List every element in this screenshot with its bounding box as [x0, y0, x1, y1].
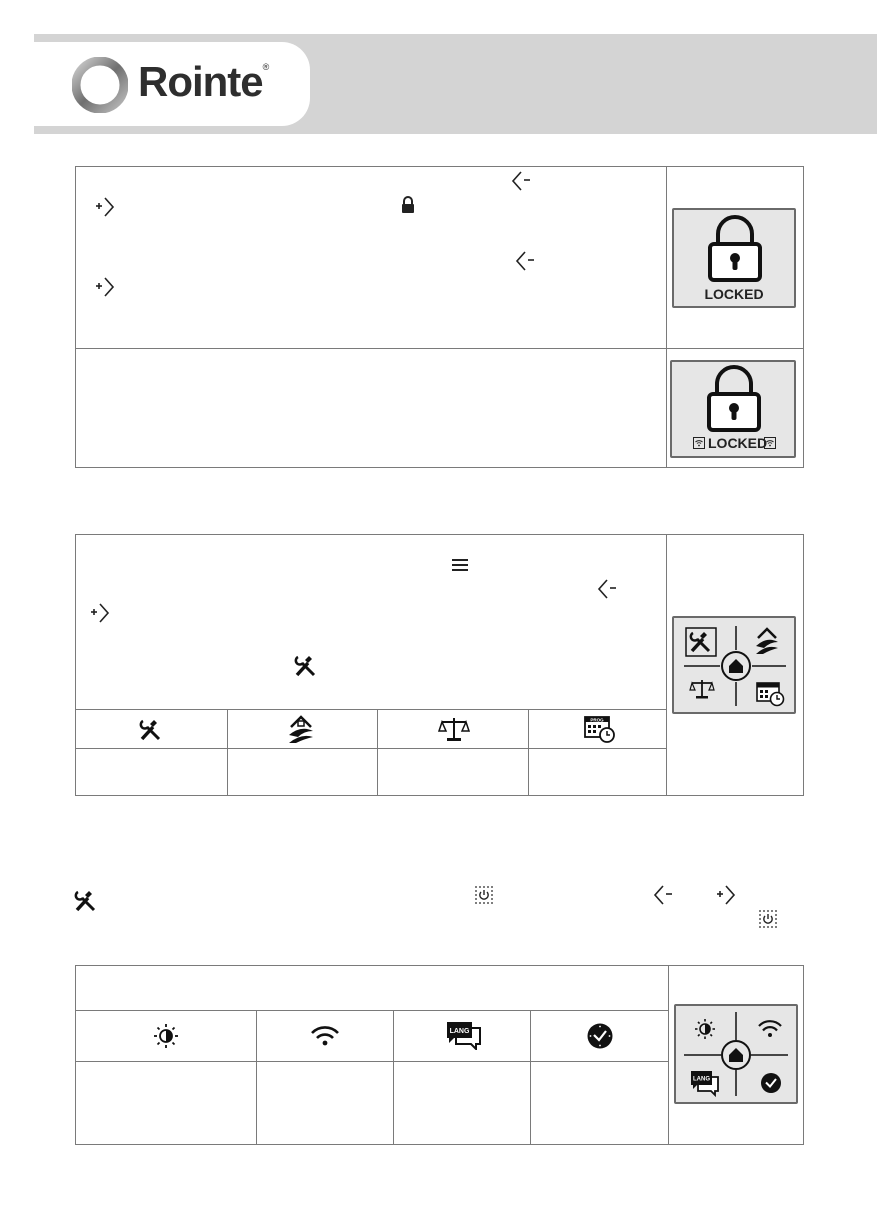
menu-col-divider [528, 709, 529, 796]
lock-table-divider [666, 166, 667, 468]
power-button-icon [473, 884, 495, 911]
balance-icon [438, 716, 470, 742]
settings-col-divider [393, 1010, 394, 1145]
settings-screen-drawing [676, 1006, 796, 1102]
hamburger-menu-icon [452, 558, 468, 576]
padlock-icon [400, 196, 416, 219]
plus-arrow-icon [93, 196, 117, 223]
tools-icon [294, 655, 318, 682]
minus-arrow-icon [596, 578, 620, 605]
large-padlock-icon [703, 364, 765, 437]
brightness-icon [153, 1023, 179, 1049]
locked-label: LOCKED [708, 435, 768, 451]
menu-table-row-divider [75, 709, 666, 710]
large-padlock-icon [704, 214, 766, 287]
locked-label: LOCKED [704, 286, 764, 302]
menu-col-divider [377, 709, 378, 796]
lock-table-row-divider [75, 348, 804, 349]
eco-house-icon [286, 713, 316, 745]
prog-label: PROG [590, 717, 604, 723]
tools-icon [74, 890, 98, 917]
wifi-box-icon [764, 436, 776, 454]
menu-col-divider [227, 709, 228, 796]
locked-screen [672, 208, 796, 308]
settings-table-row-divider [75, 1010, 668, 1011]
brand-name: Rointe [138, 58, 263, 105]
language-icon [446, 1020, 482, 1050]
power-button-icon [757, 908, 779, 935]
program-calendar-icon [584, 714, 616, 749]
plus-arrow-icon [88, 602, 112, 629]
menu-table-divider [666, 534, 667, 796]
wifi-icon [310, 1025, 340, 1047]
plus-arrow-icon [93, 276, 117, 303]
menu-table-row-divider [75, 748, 666, 749]
minus-arrow-icon [652, 884, 676, 911]
minus-arrow-icon [514, 250, 538, 277]
lang-label: LANG [693, 1076, 710, 1083]
tools-icon [137, 718, 165, 742]
menu-screen-drawing [674, 618, 794, 712]
minus-arrow-icon [510, 170, 534, 197]
settings-table-divider [668, 965, 669, 1145]
clock-icon [586, 1022, 614, 1050]
settings-col-divider [256, 1010, 257, 1145]
menu-screen [672, 616, 796, 714]
settings-col-divider [530, 1010, 531, 1145]
brand-reg: ® [262, 62, 269, 72]
settings-table-row-divider [75, 1061, 668, 1062]
lang-label: LANG [449, 1028, 470, 1035]
logo-mark-icon [72, 57, 128, 113]
settings-screen [674, 1004, 798, 1104]
brand-logo [138, 58, 268, 106]
wifi-box-icon [693, 436, 705, 454]
locked-wifi-screen [670, 360, 796, 458]
plus-arrow-icon [714, 884, 738, 911]
